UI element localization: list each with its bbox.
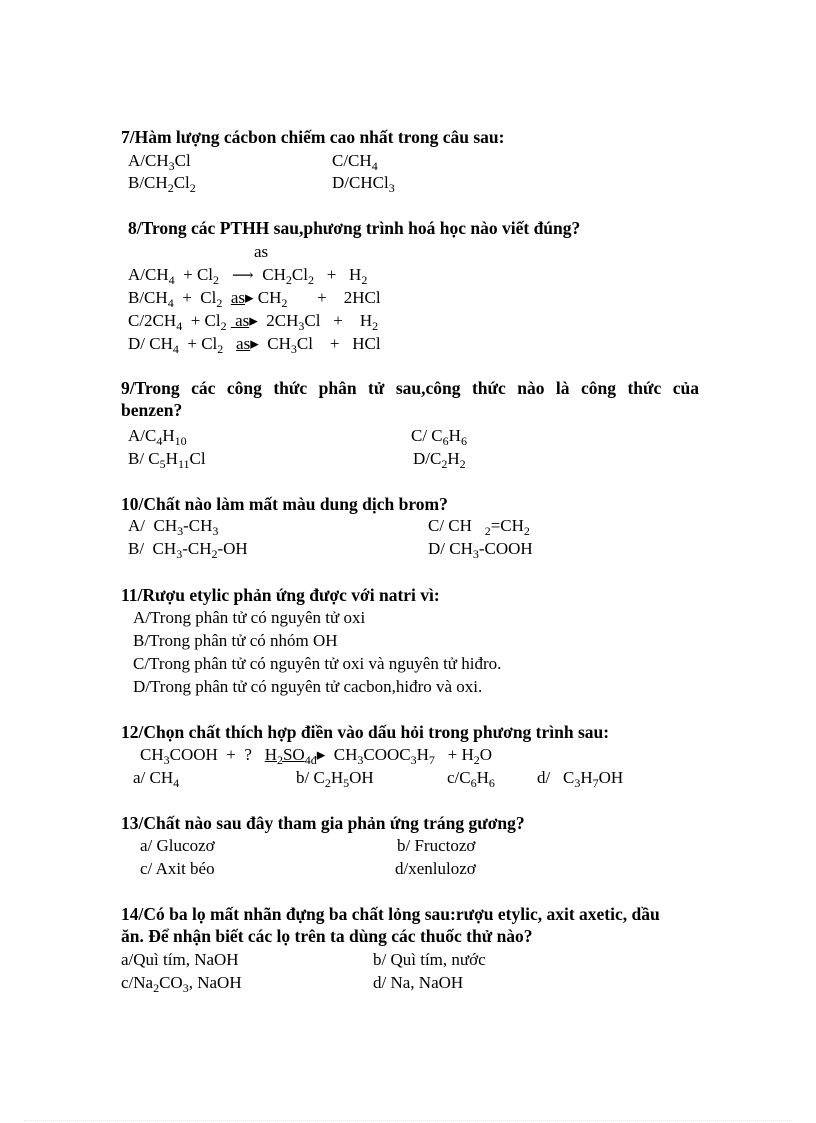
question-12-title: 12/Chọn chất thích hợp điền vào dấu hỏi trong phương trình sau: bbox=[121, 722, 610, 742]
q7-option-a: $A/CH_3Cl$ bbox=[128, 151, 191, 173]
q7-option-b: $B/CH_2Cl_2$ bbox=[128, 173, 196, 195]
question-11-title: 11/Rượu etylic phản ứng được với natri vì: bbox=[121, 585, 440, 605]
q12-option-b: b/ $C_2H_5OH$ bbox=[296, 768, 374, 790]
q8-as-label: as bbox=[254, 242, 269, 261]
q10-option-d: D/ $CH_3$-COOH bbox=[428, 539, 533, 561]
q12-option-a: a/ $CH_4$ bbox=[133, 768, 180, 790]
question-7 bbox=[121, 126, 505, 148]
q13-option-c: c/ Axit béo bbox=[140, 859, 215, 878]
q11-option-d: D/Trong phân tử có nguyên tử cacbon,hiđro và oxi. bbox=[133, 677, 483, 696]
q7-option-c: $C/CH_4$ bbox=[332, 151, 378, 173]
question-7-title: 7/Hàm lượng cácbon chiếm cao nhất trong câu sau: bbox=[121, 127, 505, 147]
q7-option-d: D/CHCl$_3$ bbox=[332, 173, 395, 195]
q11-option-a: A/Trong phân tử có nguyên tử oxi bbox=[133, 608, 366, 627]
question-10-title: 10/Chất nào làm mất màu dung dịch brom? bbox=[121, 494, 448, 514]
page-bottom-divider bbox=[24, 1120, 792, 1121]
q12-option-d: d/ $C_3H_7OH$ bbox=[537, 768, 624, 790]
q14-option-c: $c/Na_2CO_3$, NaOH bbox=[121, 973, 242, 995]
q12-option-c: $c/C_6H_6$ bbox=[447, 768, 495, 790]
question-9 bbox=[121, 377, 699, 421]
q9-option-d: $D/C_2H_2$ bbox=[413, 449, 466, 471]
q11-option-b: B/Trong phân tử có nhóm OH bbox=[133, 631, 338, 650]
q10-option-a: A/ $CH_3-CH_3$ bbox=[128, 516, 219, 538]
question-9-title-line2: benzen? bbox=[121, 400, 183, 420]
question-8 bbox=[128, 217, 580, 239]
q10-option-b: B/ $CH_3-CH_2-OH$ bbox=[128, 539, 248, 561]
q9-option-c: C/ $C_6H_6$ bbox=[411, 426, 467, 448]
q8-option-d: D/ $CH_4 + Cl_2$ as▸ $CH_3Cl$ + HCl bbox=[128, 334, 381, 356]
q13-option-d: d/xenlulozơ bbox=[395, 859, 476, 878]
question-12 bbox=[121, 721, 609, 743]
q9-option-b: B/ $C_5H_{11}Cl$ bbox=[128, 449, 206, 471]
question-14-title-line1: 14/Có ba lọ mất nhãn đựng ba chất lỏng sau:rượu etylic, axit axetic, dầu bbox=[121, 904, 660, 924]
q11-option-c: C/Trong phân tử có nguyên tử oxi và nguyên tử hiđro. bbox=[133, 654, 502, 673]
q8-option-a: $A/CH_4 + Cl_2$ ⟶ $CH_2Cl_2 + H_2$ bbox=[128, 265, 368, 287]
q8-option-c: $C/2CH_4 + Cl_2$ as▸ $2CH_3Cl$ + $H_2$ bbox=[128, 311, 379, 333]
question-9-title-line1: 9/Trong các công thức phân tử sau,công thức nào là công thức của bbox=[121, 378, 699, 398]
q10-option-c: C/ CH $_2=CH_2$ bbox=[428, 516, 530, 538]
q8-option-b: $B/CH_4 + Cl_2$ as▸ $CH_2$ + 2HCl bbox=[128, 288, 381, 310]
question-10 bbox=[121, 493, 448, 515]
q14-option-b: b/ Quì tím, nước bbox=[373, 950, 486, 969]
q13-option-b: b/ Fructozơ bbox=[397, 836, 476, 855]
q14-option-a: a/Quì tím, NaOH bbox=[121, 950, 239, 969]
question-14-title-line2: ăn. Để nhận biết các lọ trên ta dùng các thuốc thử nào? bbox=[121, 926, 533, 946]
question-8-title: 8/Trong các PTHH sau,phương trình hoá học nào viết đúng? bbox=[128, 218, 581, 238]
q14-option-d: d/ Na, NaOH bbox=[373, 973, 464, 992]
q13-option-a: a/ Glucozơ bbox=[140, 836, 215, 855]
question-11 bbox=[121, 584, 440, 606]
question-14 bbox=[121, 903, 699, 947]
question-13 bbox=[121, 812, 525, 834]
q12-equation: $CH_3COOH$ + ? $H_2SO_{4đ}▸$ $CH_3COOC_3H_7 + H_2O$ bbox=[140, 745, 493, 767]
q9-option-a: $A/C_4H_{10}$ bbox=[128, 426, 187, 448]
question-13-title: 13/Chất nào sau đây tham gia phản ứng tráng gương? bbox=[121, 813, 525, 833]
